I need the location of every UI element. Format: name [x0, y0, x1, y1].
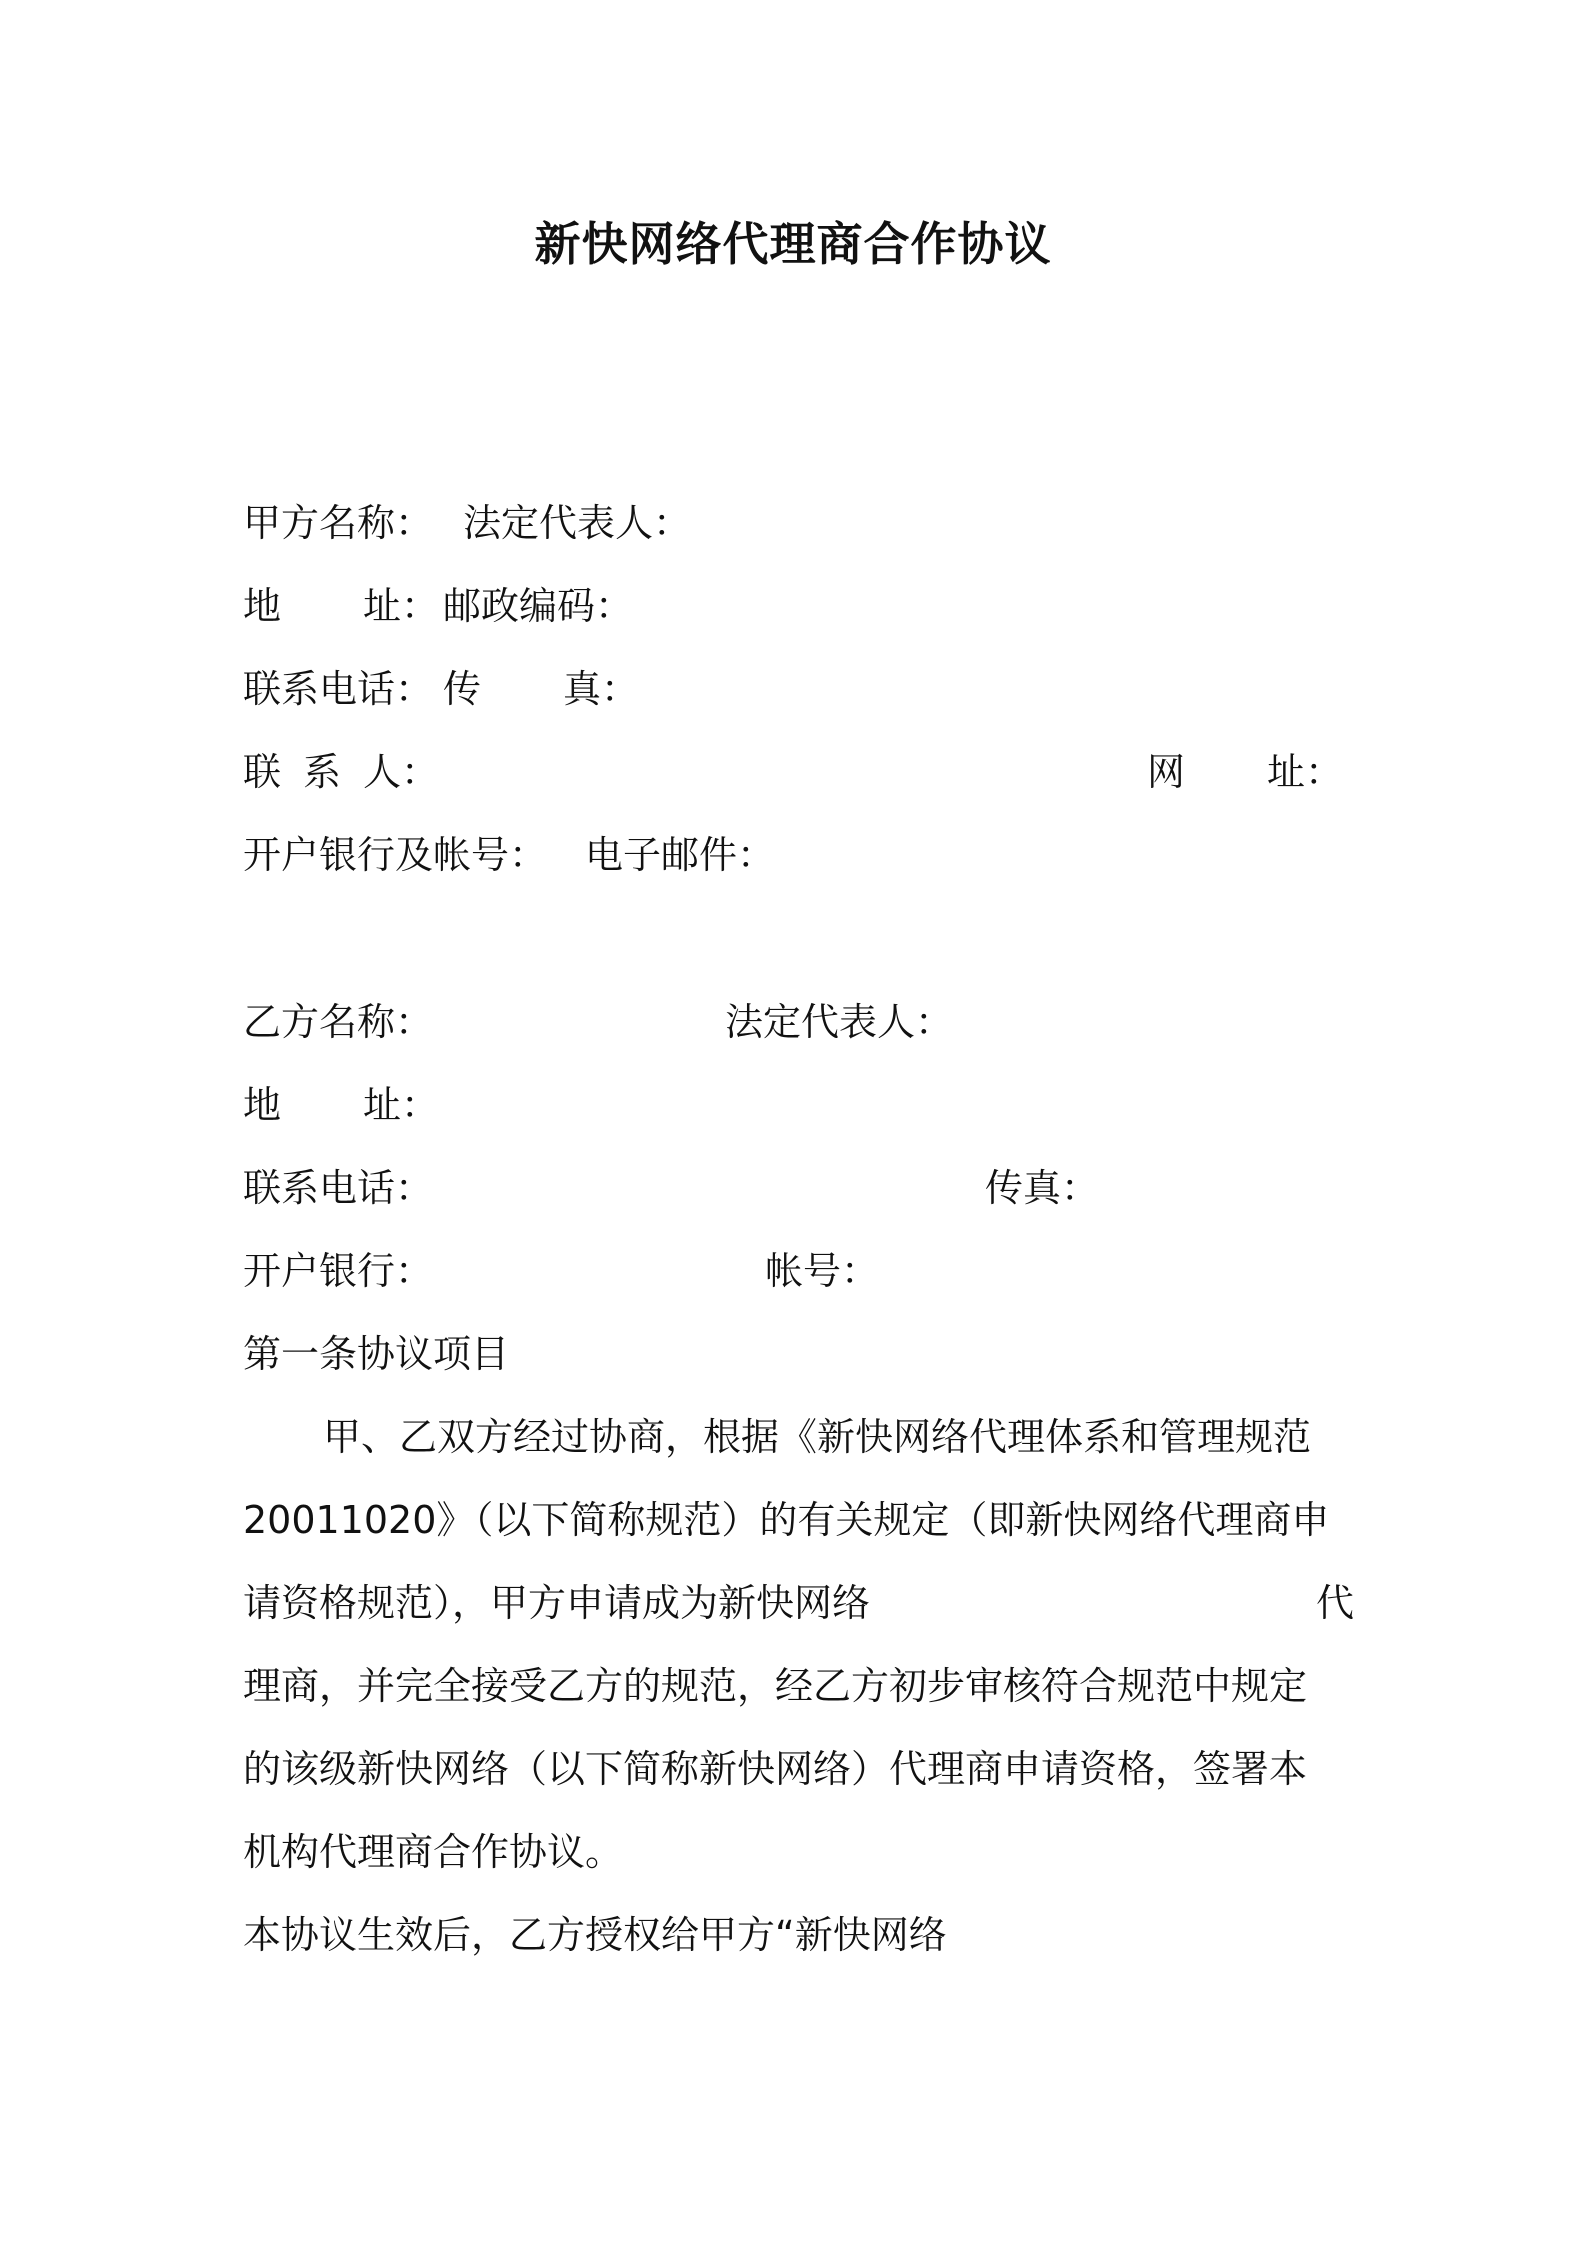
article-1-para-line: 20011020》（以下简称规范）的有关规定（即新快网络代理商申 [243, 1498, 1330, 1542]
party-a-address-label-2: 址： [363, 584, 440, 628]
party-b-phone-label: 联系电话： [243, 1166, 434, 1210]
party-a-contact-label-2: 系 [303, 750, 342, 794]
document-title: 新快网络代理商合作协议 [534, 217, 1052, 271]
party-a-contact-label-3: 人： [363, 750, 440, 794]
party-a-address-label-1: 地 [243, 584, 282, 628]
party-a-name-label: 甲方名称： [243, 501, 434, 545]
party-a-phone-label: 联系电话： [243, 667, 434, 711]
party-a-fax-label-1: 传 [443, 667, 482, 711]
party-a-bank-label: 开户银行及帐号： [243, 833, 548, 877]
party-a-contact-label-1: 联 [243, 750, 282, 794]
party-a-website-label-1: 网 [1147, 750, 1186, 794]
article-1-heading: 第一条协议项目 [243, 1332, 510, 1376]
party-b-address-label-1: 地 [243, 1083, 282, 1127]
party-b-address-label-2: 址： [363, 1083, 440, 1127]
article-1-para-line: 的该级新快网络（以下简称新快网络）代理商申请资格，签署本 [243, 1747, 1308, 1791]
article-1-effect-line: 本协议生效后，乙方授权给甲方“新快网络 [243, 1913, 947, 1957]
party-a-legal-rep-label: 法定代表人： [463, 501, 692, 545]
article-1-para-line: 甲、乙双方经过协商，根据《新快网络代理体系和管理规范 [323, 1415, 1312, 1459]
party-b-account-label: 帐号： [765, 1249, 880, 1293]
party-b-bank-label: 开户银行： [243, 1249, 434, 1293]
party-a-website-label-2: 址： [1267, 750, 1344, 794]
party-b-legal-rep-label: 法定代表人： [725, 1000, 954, 1044]
article-1-para-line: 理商，并完全接受乙方的规范，经乙方初步审核符合规范中规定 [243, 1664, 1308, 1708]
party-b-fax-label: 传真： [985, 1166, 1100, 1210]
article-1-para-line: 代 [1316, 1581, 1355, 1625]
party-b-name-label: 乙方名称： [243, 1000, 434, 1044]
party-a-fax-label-2: 真： [563, 667, 640, 711]
article-1-para-line: 请资格规范），甲方申请成为新快网络 [243, 1581, 871, 1625]
article-1-para-line: 机构代理商合作协议。 [243, 1830, 624, 1874]
party-a-email-label: 电子邮件： [585, 833, 776, 877]
party-a-postcode-label: 邮政编码： [443, 584, 634, 628]
